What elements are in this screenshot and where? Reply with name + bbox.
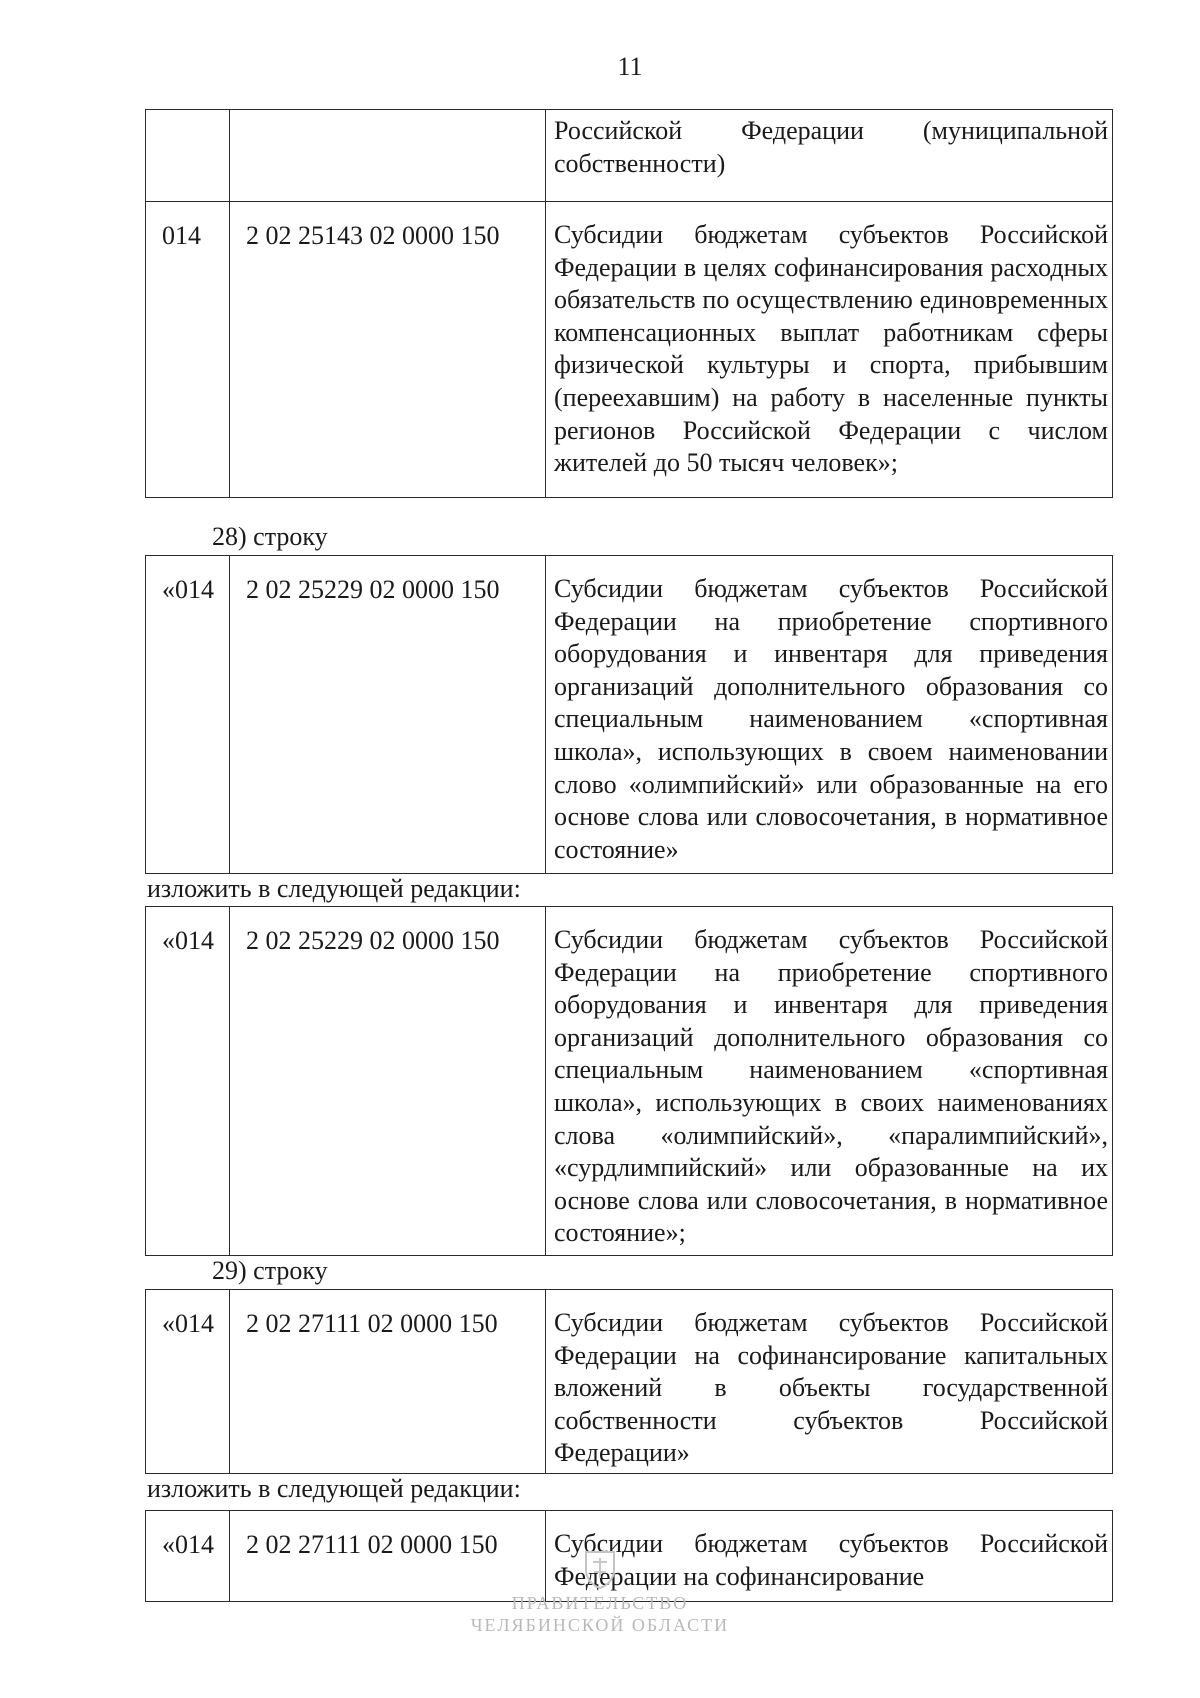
revenue-code-cell: «014 xyxy=(162,1530,214,1559)
revenue-description-cell: Российской Федерации (муниципальной собственности) xyxy=(554,116,1108,178)
revenue-description-cell: Субсидии бюджетам субъектов Российской Федерации на софинансирование капитальных вложений в объекты государственной собственности субъектов Российской Федерации» xyxy=(554,1308,1108,1468)
revenue-code-cell xyxy=(146,110,229,128)
amendment-label-new-edition: изложить в следующей редакции: xyxy=(147,874,521,903)
budget-table-1 xyxy=(145,109,1113,498)
amendment-label-28: 28) строку xyxy=(212,522,328,551)
budget-table-3 xyxy=(145,906,1113,1256)
kbk-code-cell: 2 02 25229 02 0000 150 xyxy=(246,575,500,604)
revenue-description-cell: Субсидии бюджетам субъектов Российской Федерации на приобретение спортивного оборудования и инвентаря для приведения организаций дополнительного образования со специальным наименованием «спортивная школа», использующих в своих наименованиях слова «олимпийский», «паралимпийский», «сурдлимпийский» или образованные на их основе слова или словосочетания, в нормативное состояние»; xyxy=(554,925,1108,1248)
budget-table-2 xyxy=(145,555,1113,874)
watermark-line-2: ЧЕЛЯБИНСКОЙ ОБЛАСТИ xyxy=(470,1615,730,1635)
page-number: 11 xyxy=(617,52,643,81)
watermark-line-1: ПРАВИТЕЛЬСТВО xyxy=(511,1593,689,1613)
revenue-description-cell: Субсидии бюджетам субъектов Российской Федерации на приобретение спортивного оборудования и инвентаря для приведения организаций дополнительного образования со специальным наименованием «спортивная школа», использующих в своем наименовании слово «олимпийский» или образованные на его основе слова или словосочетания, в нормативное состояние» xyxy=(554,574,1108,864)
revenue-code-cell: 014 xyxy=(162,221,201,250)
revenue-code-cell: «014 xyxy=(162,1309,214,1338)
revenue-code-cell: «014 xyxy=(162,575,214,604)
budget-table-4 xyxy=(145,1289,1113,1474)
kbk-code-cell: 2 02 27111 02 0000 150 xyxy=(246,1530,498,1559)
kbk-code-cell xyxy=(230,110,545,128)
coat-of-arms-icon xyxy=(580,1548,620,1590)
revenue-code-cell: «014 xyxy=(162,926,214,955)
amendment-label-29: 29) строку xyxy=(212,1256,328,1285)
revenue-description-cell: Субсидии бюджетам субъектов Российской Федерации в целях софинансирования расходных обязательств по осуществлению единовременных компенсационных выплат работникам сферы физической культуры и спорта, прибывшим (переехавшим) на работу в населенные пункты регионов Российской Федерации с числом жителей до 50 тысяч человек»; xyxy=(554,220,1108,478)
kbk-code-cell: 2 02 27111 02 0000 150 xyxy=(246,1309,498,1338)
table-row xyxy=(146,1290,1113,1474)
government-seal-watermark xyxy=(450,1548,750,1636)
revenue-description-cell: Субсидии бюджетам субъектов Российской Федерации на софинансирование xyxy=(554,1529,1108,1591)
kbk-code-cell: 2 02 25143 02 0000 150 xyxy=(246,221,500,250)
table-row xyxy=(146,110,1113,202)
kbk-code-cell: 2 02 25229 02 0000 150 xyxy=(246,926,500,955)
table-row xyxy=(146,202,1113,498)
amendment-label-new-edition: изложить в следующей редакции: xyxy=(147,1474,521,1503)
table-row xyxy=(146,907,1113,1256)
table-row xyxy=(146,556,1113,874)
